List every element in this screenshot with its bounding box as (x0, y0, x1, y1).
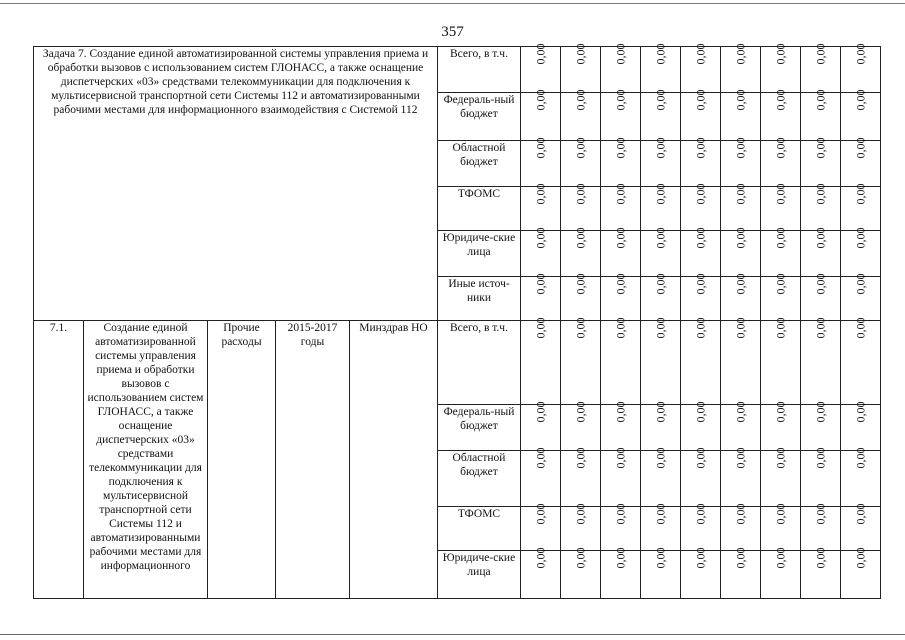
value-cell (641, 547, 681, 599)
value-text: 0,00 (693, 401, 708, 423)
value-cell (641, 447, 681, 507)
value-text: 0,00 (653, 273, 668, 295)
value-text: 0,00 (613, 89, 628, 111)
value-text: 0,00 (733, 43, 748, 65)
value-text: 0,00 (653, 183, 668, 205)
value-cell (601, 273, 641, 321)
value-cell (721, 89, 761, 141)
value-text: 0,00 (853, 227, 868, 249)
value-text: 0,00 (733, 273, 748, 295)
value-cell (841, 447, 881, 507)
value-text: 0,00 (653, 137, 668, 159)
value-text: 0,00 (853, 89, 868, 111)
value-cell (721, 183, 761, 231)
value-cell (641, 137, 681, 187)
value-cell (521, 273, 561, 321)
value-cell (601, 183, 641, 231)
value-cell (681, 503, 721, 551)
value-cell (641, 317, 681, 405)
activity-name (84, 321, 208, 599)
value-text: 0,00 (533, 401, 548, 423)
value-cell (801, 137, 841, 187)
funding-source: Федераль-ный бюджет (438, 405, 521, 451)
value-cell (761, 89, 801, 141)
value-text: 0,00 (773, 137, 788, 159)
value-cell (761, 401, 801, 451)
value-text: 0,00 (533, 227, 548, 249)
value-text: 0,00 (733, 447, 748, 469)
value-cell (801, 547, 841, 599)
value-cell (841, 137, 881, 187)
value-cell (721, 227, 761, 277)
value-cell (721, 137, 761, 187)
value-text: 0,00 (693, 547, 708, 569)
value-cell (681, 547, 721, 599)
value-cell (521, 89, 561, 141)
value-text: 0,00 (573, 227, 588, 249)
funding-source: Всего, в т.ч. (438, 321, 521, 405)
funding-source: Областной бюджет (438, 141, 521, 187)
value-cell (521, 227, 561, 277)
value-cell (521, 547, 561, 599)
value-text: 0,00 (653, 89, 668, 111)
value-text: 0,00 (693, 183, 708, 205)
value-text: 0,00 (773, 227, 788, 249)
value-cell (801, 227, 841, 277)
value-cell (641, 43, 681, 93)
value-cell (561, 447, 601, 507)
value-cell (521, 183, 561, 231)
value-text: 0,00 (853, 447, 868, 469)
value-text: 0,00 (853, 547, 868, 569)
value-text: 0,00 (813, 43, 828, 65)
value-text: 0,00 (813, 89, 828, 111)
value-cell (601, 43, 641, 93)
value-text: 0,00 (533, 137, 548, 159)
value-text: 0,00 (733, 89, 748, 111)
value-text: 0,00 (693, 89, 708, 111)
task7-row (34, 47, 881, 93)
value-text: 0,00 (813, 447, 828, 469)
value-text: 0,00 (733, 401, 748, 423)
value-cell (721, 317, 761, 405)
value-cell (721, 503, 761, 551)
value-text: 0,00 (613, 547, 628, 569)
value-text: 0,00 (653, 447, 668, 469)
scan-edge-top (0, 3, 905, 4)
value-cell (801, 43, 841, 93)
value-cell (521, 503, 561, 551)
value-cell (721, 401, 761, 451)
value-cell (681, 89, 721, 141)
funding-source: Юридиче-ские лица (438, 231, 521, 277)
value-text: 0,00 (773, 89, 788, 111)
value-cell (641, 89, 681, 141)
value-text: 0,00 (853, 401, 868, 423)
task-7-title: Задача 7. Создание единой автоматизированной системы управления приема и обработки вызовов с использованием систем ГЛОНАСС, а также оснащение диспетчерских «03» средствами телекоммуникации для подключения к мультисервисной транспортной сети Системы 112 и автоматизированными рабочими местами для информационного взаимодействия с Системой 112 (34, 47, 438, 321)
value-cell (681, 227, 721, 277)
value-cell (681, 401, 721, 451)
value-text: 0,00 (653, 227, 668, 249)
value-cell (521, 401, 561, 451)
value-cell (761, 273, 801, 321)
value-text: 0,00 (773, 317, 788, 339)
value-cell (761, 227, 801, 277)
value-cell (601, 317, 641, 405)
value-cell (641, 273, 681, 321)
value-cell (841, 273, 881, 321)
value-text: 0,00 (573, 183, 588, 205)
value-text: 0,00 (813, 317, 828, 339)
value-text: 0,00 (573, 547, 588, 569)
value-cell (761, 137, 801, 187)
value-cell (601, 401, 641, 451)
implementation-period: 2015-2017 годы (276, 321, 350, 599)
value-cell (841, 43, 881, 93)
value-text: 0,00 (613, 137, 628, 159)
value-text: 0,00 (653, 503, 668, 525)
value-text: 0,00 (733, 227, 748, 249)
value-cell (761, 43, 801, 93)
value-cell (521, 137, 561, 187)
value-cell (761, 547, 801, 599)
value-cell (561, 401, 601, 451)
value-text: 0,00 (613, 317, 628, 339)
scan-edge-bottom (0, 634, 905, 635)
value-cell (561, 183, 601, 231)
value-cell (561, 503, 601, 551)
value-text: 0,00 (613, 273, 628, 295)
value-cell (841, 183, 881, 231)
funding-source: Иные источ-ники (438, 277, 521, 321)
value-text: 0,00 (613, 227, 628, 249)
value-text: 0,00 (533, 317, 548, 339)
value-text: 0,00 (693, 137, 708, 159)
value-cell (841, 547, 881, 599)
value-text: 0,00 (693, 447, 708, 469)
value-text: 0,00 (533, 547, 548, 569)
value-text: 0,00 (813, 227, 828, 249)
value-text: 0,00 (573, 137, 588, 159)
value-cell (681, 273, 721, 321)
value-text: 0,00 (853, 317, 868, 339)
value-cell (561, 43, 601, 93)
value-cell (841, 317, 881, 405)
value-text: 0,00 (813, 547, 828, 569)
value-text: 0,00 (533, 273, 548, 295)
value-cell (521, 447, 561, 507)
value-text: 0,00 (813, 183, 828, 205)
value-text: 0,00 (853, 43, 868, 65)
value-cell (841, 227, 881, 277)
value-text: 0,00 (653, 317, 668, 339)
value-text: 0,00 (613, 43, 628, 65)
value-cell (721, 547, 761, 599)
value-text: 0,00 (573, 447, 588, 469)
value-cell (641, 183, 681, 231)
value-cell (601, 89, 641, 141)
value-cell (601, 503, 641, 551)
value-cell (601, 447, 641, 507)
funding-source: ТФОМС (438, 187, 521, 231)
value-cell (521, 43, 561, 93)
value-text: 0,00 (773, 183, 788, 205)
value-text: 0,00 (853, 183, 868, 205)
value-text: 0,00 (773, 447, 788, 469)
value-cell (561, 273, 601, 321)
value-text: 0,00 (573, 273, 588, 295)
value-text: 0,00 (573, 43, 588, 65)
value-cell (601, 547, 641, 599)
value-cell (801, 503, 841, 551)
value-text: 0,00 (613, 183, 628, 205)
value-cell (801, 183, 841, 231)
value-cell (761, 447, 801, 507)
funding-source: Федераль-ный бюджет (438, 93, 521, 141)
value-text: 0,00 (573, 401, 588, 423)
value-cell (801, 401, 841, 451)
value-text: 0,00 (533, 89, 548, 111)
value-text: 0,00 (533, 43, 548, 65)
value-text: 0,00 (853, 503, 868, 525)
value-cell (681, 137, 721, 187)
value-text: 0,00 (573, 317, 588, 339)
funding-source: Всего, в т.ч. (438, 47, 521, 93)
value-cell (641, 401, 681, 451)
budget-table (33, 43, 881, 599)
value-text: 0,00 (613, 503, 628, 525)
activity-name-text: Создание единой автоматизированной системы управления приема и обработки вызовов с использованием систем ГЛОНАСС, а также оснащение диспетчерских «03» средствами телекоммуникации для подключения к мультисервисной транспортной сети Системы 112 и автоматизированными рабочими местами для информационного (87, 322, 204, 572)
value-text: 0,00 (813, 401, 828, 423)
value-cell (561, 89, 601, 141)
value-text: 0,00 (693, 273, 708, 295)
value-text: 0,00 (693, 43, 708, 65)
value-cell (681, 447, 721, 507)
value-text: 0,00 (733, 317, 748, 339)
value-text: 0,00 (853, 137, 868, 159)
value-text: 0,00 (573, 89, 588, 111)
value-text: 0,00 (573, 503, 588, 525)
value-text: 0,00 (613, 447, 628, 469)
value-cell (681, 183, 721, 231)
value-cell (761, 503, 801, 551)
value-text: 0,00 (533, 503, 548, 525)
value-text: 0,00 (733, 547, 748, 569)
value-text: 0,00 (733, 503, 748, 525)
funding-source: Областной бюджет (438, 451, 521, 507)
value-cell (681, 43, 721, 93)
value-text: 0,00 (853, 273, 868, 295)
value-cell (561, 317, 601, 405)
value-text: 0,00 (733, 137, 748, 159)
activity-row (34, 321, 881, 405)
value-text: 0,00 (653, 547, 668, 569)
value-text: 0,00 (773, 401, 788, 423)
expense-type: Прочие расходы (208, 321, 276, 599)
value-cell (721, 447, 761, 507)
value-cell (721, 43, 761, 93)
value-cell (601, 227, 641, 277)
value-cell (801, 273, 841, 321)
value-cell (561, 137, 601, 187)
page-number: 357 (441, 24, 464, 40)
value-cell (721, 273, 761, 321)
value-text: 0,00 (773, 547, 788, 569)
funding-source: ТФОМС (438, 507, 521, 551)
activity-number: 7.1. (34, 321, 84, 599)
value-cell (681, 317, 721, 405)
value-cell (521, 317, 561, 405)
value-text: 0,00 (773, 503, 788, 525)
executor: Минздрав НО (350, 321, 438, 599)
value-cell (801, 447, 841, 507)
funding-source: Юридиче-ские лица (438, 551, 521, 599)
value-text: 0,00 (653, 401, 668, 423)
value-cell (801, 89, 841, 141)
value-text: 0,00 (693, 503, 708, 525)
value-text: 0,00 (693, 317, 708, 339)
value-cell (801, 317, 841, 405)
value-cell (761, 317, 801, 405)
value-cell (561, 227, 601, 277)
value-text: 0,00 (813, 273, 828, 295)
value-cell (761, 183, 801, 231)
value-text: 0,00 (813, 137, 828, 159)
value-text: 0,00 (733, 183, 748, 205)
value-cell (841, 401, 881, 451)
value-text: 0,00 (533, 183, 548, 205)
value-text: 0,00 (613, 401, 628, 423)
value-text: 0,00 (533, 447, 548, 469)
value-text: 0,00 (693, 227, 708, 249)
value-text: 0,00 (653, 43, 668, 65)
value-cell (561, 547, 601, 599)
value-text: 0,00 (773, 43, 788, 65)
value-text: 0,00 (813, 503, 828, 525)
value-cell (841, 89, 881, 141)
value-cell (841, 503, 881, 551)
value-cell (641, 227, 681, 277)
value-cell (601, 137, 641, 187)
value-cell (641, 503, 681, 551)
value-text: 0,00 (773, 273, 788, 295)
